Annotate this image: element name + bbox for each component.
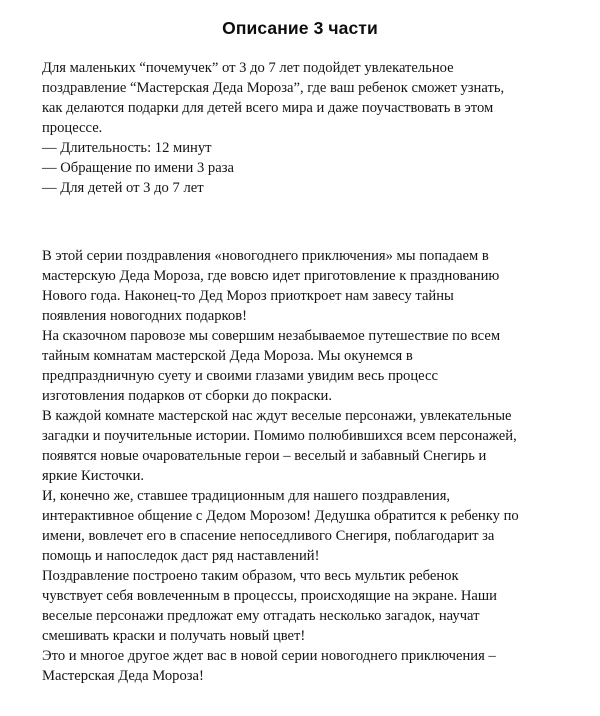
summary-block xyxy=(42,58,558,198)
text-line: яркие Кисточки. xyxy=(42,468,145,484)
page-title: Описание 3 части xyxy=(222,18,378,38)
text-line: чувствует себя вовлеченным в процессы, происходящие на экране. Наши xyxy=(42,588,497,604)
text-line: В этой серии поздравления «новогоднего приключения» мы попадаем в xyxy=(42,248,489,264)
bullet-item-name-mentions: — Обращение по имени 3 раза xyxy=(42,160,234,176)
text-line: имени, вовлечет его в спасение непоседливого Снегиря, поблагодарит за xyxy=(42,528,495,544)
bullet-item-age-range: — Для детей от 3 до 7 лет xyxy=(42,180,204,196)
block-separator xyxy=(42,198,558,246)
summary-bullet-list xyxy=(42,138,558,198)
text-line: В каждой комнате мастерской нас ждут веселые персонажи, увлекательные xyxy=(42,408,512,424)
description-paragraph-4 xyxy=(42,486,558,566)
text-line: загадки и поучительные истории. Помимо полюбившихся всем персонажей, xyxy=(42,428,517,444)
summary-intro-paragraph xyxy=(42,58,558,138)
description-paragraph-6 xyxy=(42,646,558,686)
description-paragraph-2 xyxy=(42,326,558,406)
description-paragraph-5 xyxy=(42,566,558,646)
text-line: Мастерская Деда Мороза! xyxy=(42,668,204,684)
text-line: смешивать краски и получать новый цвет! xyxy=(42,628,306,644)
text-line: Это и многое другое ждет вас в новой серии новогоднего приключения – xyxy=(42,648,496,664)
text-line: предпраздничную суету и своими глазами увидим весь процесс xyxy=(42,368,438,384)
text-line: Поздравление построено таким образом, что весь мультик ребенок xyxy=(42,568,459,584)
text-line: Нового года. Наконец-то Дед Мороз приоткроет нам завесу тайны xyxy=(42,288,454,304)
text-line: изготовления подарков от сборки до покраски. xyxy=(42,388,333,404)
bullet-item-duration: — Длительность: 12 минут xyxy=(42,140,212,156)
document-body xyxy=(0,58,600,686)
description-paragraph-3 xyxy=(42,406,558,486)
text-line: И, конечно же, ставшее традиционным для нашего поздравления, xyxy=(42,488,451,504)
text-line: мастерскую Деда Мороза, где вовсю идет приготовление к празднованию xyxy=(42,268,500,284)
text-line: интерактивное общение с Дедом Морозом! Дедушка обратится к ребенку по xyxy=(42,508,519,524)
text-line: тайным комнатам мастерской Деда Мороза. Мы окунемся в xyxy=(42,348,413,364)
description-block xyxy=(42,246,558,686)
text-line: веселые персонажи предложат ему отгадать несколько загадок, научат xyxy=(42,608,480,624)
text-line: поздравление “Мастерская Деда Мороза”, где ваш ребенок сможет узнать, xyxy=(42,80,505,96)
text-line: На сказочном паровозе мы совершим незабываемое путешествие по всем xyxy=(42,328,501,344)
description-paragraph-1 xyxy=(42,246,558,326)
text-line: Для маленьких “почемучек” от 3 до 7 лет подойдет увлекательное xyxy=(42,60,454,76)
text-line: процессе. xyxy=(42,120,103,136)
text-line: появления новогодних подарков! xyxy=(42,308,247,324)
text-line: помощь и напоследок даст ряд наставлений! xyxy=(42,548,320,564)
text-line: появятся новые очаровательные герои – веселый и забавный Снегирь и xyxy=(42,448,487,464)
text-line: как делаются подарки для детей всего мира и даже поучаствовать в этом xyxy=(42,100,494,116)
